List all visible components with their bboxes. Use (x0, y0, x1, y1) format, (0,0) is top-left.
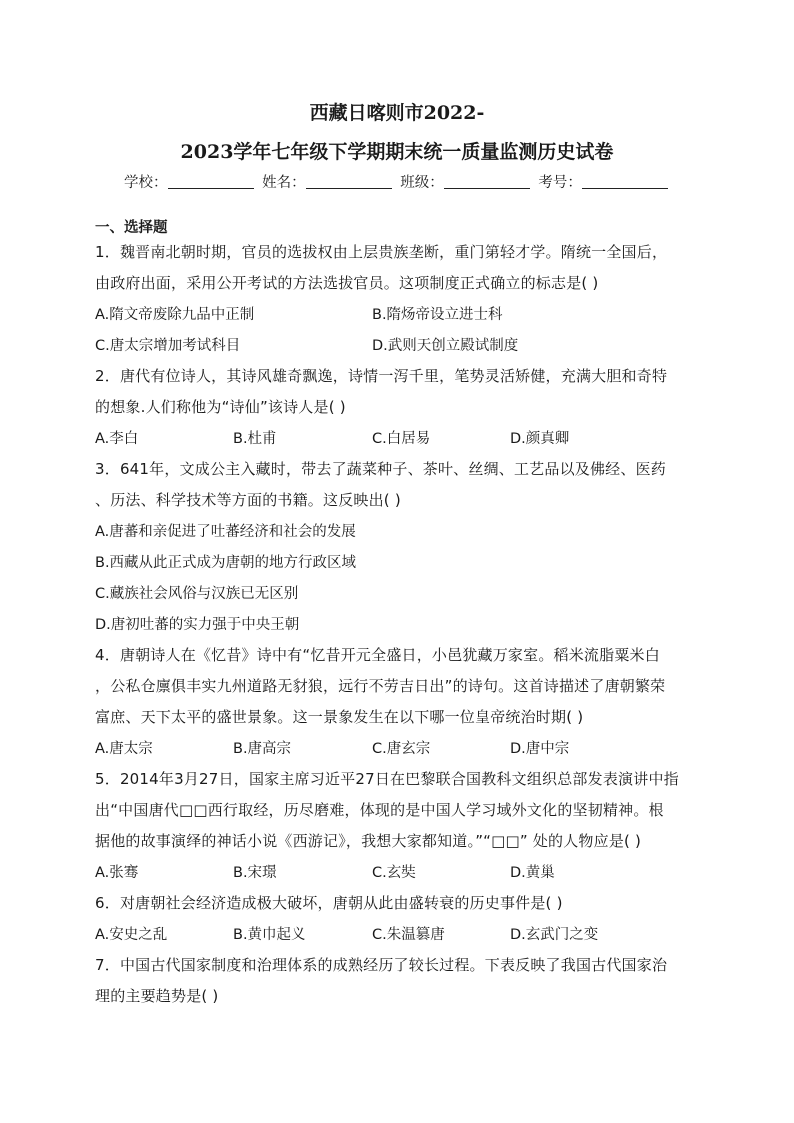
question-4-option-a[interactable]: A.唐太宗 (95, 741, 153, 757)
question-1-option-a[interactable]: A.隋文帝废除九品中正制 (95, 307, 255, 323)
question-5-option-c[interactable]: C.玄奘 (372, 865, 416, 881)
class-label: 班级： (400, 175, 444, 191)
question-4-line-1: 4．唐朝诗人在《忆昔》诗中有“忆昔开元全盛日，小邑犹藏万家室。稻米流脂粟米白 (95, 646, 660, 664)
question-2-line-2: 的想象.人们称他为“诗仙”该诗人是( ) (95, 398, 346, 416)
question-1-option-d[interactable]: D.武则天创立殿试制度 (372, 338, 519, 354)
question-3-line-2: 、历法、科学技术等方面的书籍。这反映出( ) (95, 491, 401, 509)
class-blank[interactable] (444, 173, 530, 189)
question-2-line-1: 2．唐代有位诗人，其诗风雄奇飘逸，诗情一泻千里，笔势灵活矫健，充满大胆和奇特 (95, 367, 668, 385)
question-3-option-b[interactable]: B.西藏从此正式成为唐朝的地方行政区域 (95, 555, 357, 571)
exam-title-line-1: 西藏日喀则市2022- (309, 102, 485, 124)
question-1-line-1: 1．魏晋南北朝时期，官员的选拔权由上层贵族垄断，重门第轻才学。隋统一全国后， (95, 243, 668, 261)
question-1-option-b[interactable]: B.隋炀帝设立进士科 (372, 307, 503, 323)
exam-number-blank[interactable] (582, 173, 668, 189)
question-1-option-c[interactable]: C.唐太宗增加考试科目 (95, 338, 241, 354)
name-label: 姓名： (262, 175, 306, 191)
question-4-option-d[interactable]: D.唐中宗 (510, 741, 570, 757)
question-6-option-a[interactable]: A.安史之乱 (95, 927, 168, 943)
question-3-option-d[interactable]: D.唐初吐蕃的实力强于中央王朝 (95, 617, 300, 633)
student-info-row (124, 171, 684, 192)
question-7-line-1: 7．中国古代国家制度和治理体系的成熟经历了较长过程。下表反映了我国古代国家治 (95, 956, 668, 974)
question-2-option-d[interactable]: D.颜真卿 (510, 431, 570, 447)
question-3-option-c[interactable]: C.藏族社会风俗与汉族已无区别 (95, 586, 299, 602)
question-6-option-b[interactable]: B.黄巾起义 (233, 927, 306, 943)
section-title: 一、选择题 (95, 220, 168, 236)
question-4-option-c[interactable]: C.唐玄宗 (372, 741, 431, 757)
question-2-option-a[interactable]: A.李白 (95, 431, 139, 447)
question-4-line-2: ，公私仓廪俱丰实九州道路无豺狼，远行不劳吉日出”的诗句。这首诗描述了唐朝繁荣 (95, 677, 666, 695)
question-6-option-c[interactable]: C.朱温篡唐 (372, 927, 445, 943)
question-7-line-2: 理的主要趋势是( ) (95, 987, 219, 1005)
question-5-line-1: 5．2014年3月27日，国家主席习近平27日在巴黎联合国教科文组织总部发表演讲中指 (95, 770, 679, 788)
question-4-line-3: 富庶、天下太平的盛世景象。这一景象发生在以下哪一位皇帝统治时期( ) (95, 708, 584, 726)
school-label: 学校： (124, 175, 168, 191)
question-5-option-d[interactable]: D.黄巢 (510, 865, 555, 881)
question-4-option-b[interactable]: B.唐高宗 (233, 741, 292, 757)
question-3-option-a[interactable]: A.唐蕃和亲促进了吐蕃经济和社会的发展 (95, 524, 356, 540)
exam-number-label: 考号： (538, 175, 582, 191)
question-3-line-1: 3．641年，文成公主入藏时，带去了蔬菜种子、茶叶、丝绸、工艺品以及佛经、医药 (95, 460, 666, 478)
school-blank[interactable] (168, 173, 254, 189)
question-1-line-2: 由政府出面，采用公开考试的方法选拔官员。这项制度正式确立的标志是( ) (95, 274, 599, 292)
question-2-option-b[interactable]: B.杜甫 (233, 431, 277, 447)
name-blank[interactable] (306, 173, 392, 189)
question-2-option-c[interactable]: C.白居易 (372, 431, 431, 447)
question-5-line-3: 据他的故事演绎的神话小说《西游记》，我想大家都知道。”“□□” 处的人物应是( ) (95, 832, 642, 850)
question-5-option-b[interactable]: B.宋璟 (233, 865, 277, 881)
question-5-option-a[interactable]: A.张骞 (95, 865, 139, 881)
exam-title-line-2: 2023学年七年级下学期期末统一质量监测历史试卷 (180, 141, 614, 163)
question-6-option-d[interactable]: D.玄武门之变 (510, 927, 599, 943)
question-5-line-2: 出“中国唐代□□西行取经，历尽磨难，体现的是中国人学习域外文化的坚韧精神。根 (95, 801, 664, 819)
question-6-line-1: 6．对唐朝社会经济造成极大破坏，唐朝从此由盛转衰的历史事件是( ) (95, 894, 563, 912)
